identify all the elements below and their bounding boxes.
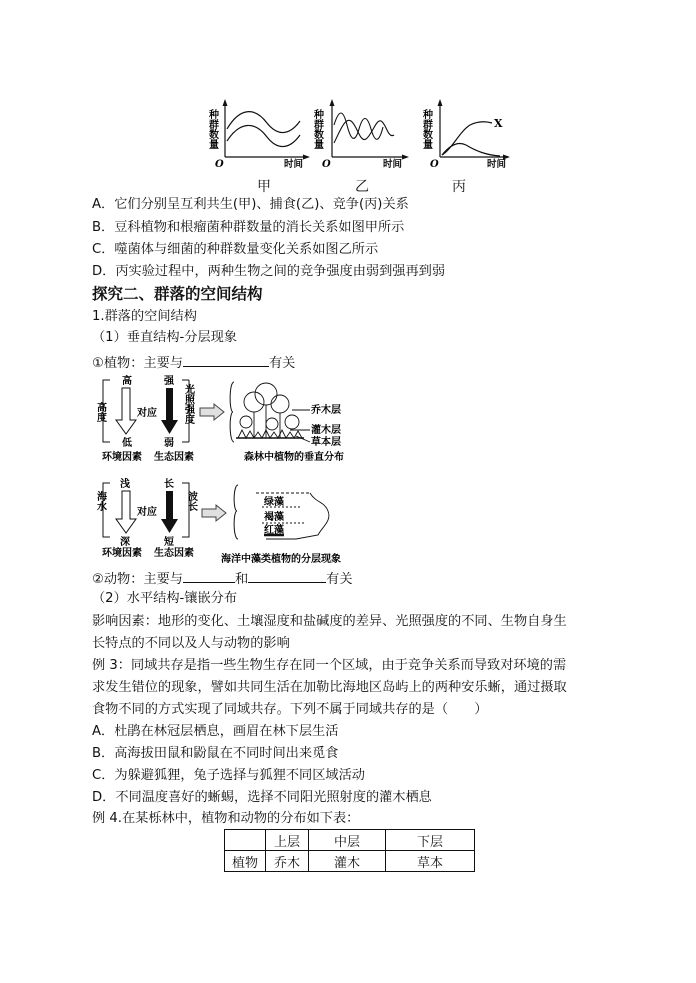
ocean-diagram	[96, 477, 376, 567]
example-3-option-d: D．不同温度喜好的蜥蜴，选择不同阳光照射度的灌木栖息	[92, 790, 432, 805]
graph-jia-y-label: 种群数量	[206, 109, 218, 149]
graph-yi-origin: O	[322, 159, 331, 170]
plant-prefix: ①植物：主要与	[92, 356, 183, 371]
caption-yi: 乙	[355, 179, 369, 195]
table-cell: 草本	[386, 851, 475, 872]
influence-line-2: 长特点的不同以及人与动物的影响	[92, 636, 290, 651]
forest-high: 高	[122, 376, 132, 387]
table-header-cell: 中层	[309, 830, 386, 851]
table-header-cell: 上层	[266, 830, 309, 851]
table-cell: 灌木	[309, 851, 386, 872]
table-cell: 乔木	[266, 851, 309, 872]
section-title: 探究二、群落的空间结构	[92, 285, 263, 303]
forest-left-label: 高度	[94, 402, 106, 422]
forest-diagram	[96, 372, 366, 466]
table-row	[225, 851, 475, 872]
option-b: B．豆科植物和根瘤菌种群数量的消长关系如图甲所示	[92, 220, 405, 235]
forest-hollow-arrow	[116, 388, 136, 434]
graph-bing-x-label: 时间	[487, 159, 507, 170]
plant-factor-line	[92, 352, 295, 373]
forest-block-arrow	[200, 404, 224, 420]
plant-suffix: 有关	[268, 356, 296, 371]
ocean-block-arrow	[202, 505, 226, 521]
ocean-long: 长	[164, 479, 174, 490]
graph-bing-curve-2	[442, 143, 500, 156]
graph-yi-curve-2	[334, 120, 394, 143]
animal-suffix: 有关	[326, 572, 353, 587]
graph-jia-curve-2	[227, 125, 300, 146]
example-3-line-3: 食物不同的方式实现了同域共存。下列不属于同域共存的是（ ）	[92, 702, 488, 717]
influence-line-1: 影响因素：地形的变化、土壤湿度和盐碱度的差异、光照强度的不同、生物自身生	[92, 614, 567, 629]
forest-right-label: 光照强度	[182, 384, 194, 424]
ocean-deep: 深	[120, 537, 130, 548]
example-4-line: 例 4.在某栎林中，植物和动物的分布如下表：	[92, 811, 360, 826]
option-c: C．噬菌体与细菌的种群数量变化关系如图乙所示	[92, 242, 379, 257]
forest-low: 低	[122, 438, 132, 449]
graph-jia	[207, 99, 311, 170]
forest-layer-shrub: 灌木层	[311, 425, 341, 436]
animal-mid: 和	[234, 572, 249, 587]
animal-blank-2	[248, 568, 326, 583]
example-3-option-b: B．高海拔田鼠和鼢鼠在不同时间出来觅食	[92, 746, 339, 761]
ocean-solid-arrow	[161, 491, 178, 533]
graph-yi	[312, 99, 410, 170]
ocean-hollow-arrow	[116, 491, 136, 533]
forest-solid-arrow	[161, 388, 178, 434]
forest-strong: 强	[164, 376, 174, 387]
graph-yi-curve-1	[334, 113, 383, 139]
forest-layer-herb: 草本层	[311, 437, 341, 448]
ocean-right-label: 波长	[185, 491, 197, 511]
caption-jia: 甲	[257, 179, 271, 195]
example-3-option-a: A．杜鹃在林冠层栖息，画眉在林下层生活	[92, 724, 339, 739]
animal-factor-line	[92, 568, 353, 589]
ocean-env-factor: 环境因素	[102, 548, 142, 559]
ocean-eco-factor: 生态因素	[154, 548, 194, 559]
animal-prefix: ②动物：主要与	[92, 572, 183, 587]
graph-jia-origin: O	[215, 159, 224, 170]
subheading-horizontal-structure: （2）水平结构-镶嵌分布	[92, 591, 238, 606]
plant-blank	[183, 352, 269, 367]
example-3-option-c: C．为躲避狐狸，兔子选择与狐狸不同区域活动	[92, 768, 365, 783]
option-a: A．它们分别呈互利共生(甲)、捕食(乙)、竞争(丙)关系	[92, 197, 409, 212]
subheading-spatial-structure: 1.群落的空间结构	[92, 309, 197, 324]
animal-blank-1	[183, 568, 235, 583]
ocean-layer-brown: 褐藻	[264, 512, 284, 523]
forest-env-factor: 环境因素	[102, 452, 142, 463]
graph-bing-x-mark: X	[494, 117, 503, 130]
ocean-layer-red: 红藻	[264, 525, 284, 536]
graph-bing-curve-x	[442, 122, 492, 155]
graph-bing-y-label: 种群数量	[420, 109, 432, 149]
graph-bing-origin: O	[430, 159, 439, 170]
table-cell: 植物	[225, 851, 266, 872]
ocean-caption: 海洋中藻类植物的分层现象	[221, 554, 341, 565]
ocean-shallow: 浅	[120, 479, 130, 490]
subheading-vertical-structure: （1）垂直结构-分层现象	[92, 330, 238, 345]
graph-yi-y-label: 种群数量	[311, 109, 323, 149]
ocean-layer-green: 绿藻	[264, 497, 284, 508]
forest-layer-arbor: 乔木层	[311, 405, 341, 416]
example-3-line-1: 例 3：同域共存是指一些生物生存在同一个区域，由于竞争关系而导致对环境的需	[92, 658, 567, 673]
caption-bing: 丙	[452, 179, 466, 195]
graph-jia-x-label: 时间	[284, 159, 304, 170]
forest-correspond: 对应	[137, 408, 157, 419]
ocean-short: 短	[164, 537, 174, 548]
graph-bing	[421, 99, 511, 170]
example-3-line-2: 求发生错位的现象，譬如共同生活在加勒比海地区岛屿上的两种安乐蜥，通过摄取	[92, 680, 567, 695]
table-header-row	[225, 830, 475, 851]
graph-yi-x-label: 时间	[383, 159, 403, 170]
ocean-left-label: 海水	[94, 491, 106, 511]
table-header-cell	[225, 830, 266, 851]
forest-eco-factor: 生态因素	[154, 452, 194, 463]
forest-weak: 弱	[164, 438, 174, 449]
distribution-table	[224, 829, 475, 872]
option-d: D．丙实验过程中，两种生物之间的竞争强度由弱到强再到弱	[92, 264, 446, 279]
forest-caption: 森林中植物的垂直分布	[244, 452, 344, 463]
table-header-cell: 下层	[386, 830, 475, 851]
ocean-correspond: 对应	[137, 507, 157, 518]
